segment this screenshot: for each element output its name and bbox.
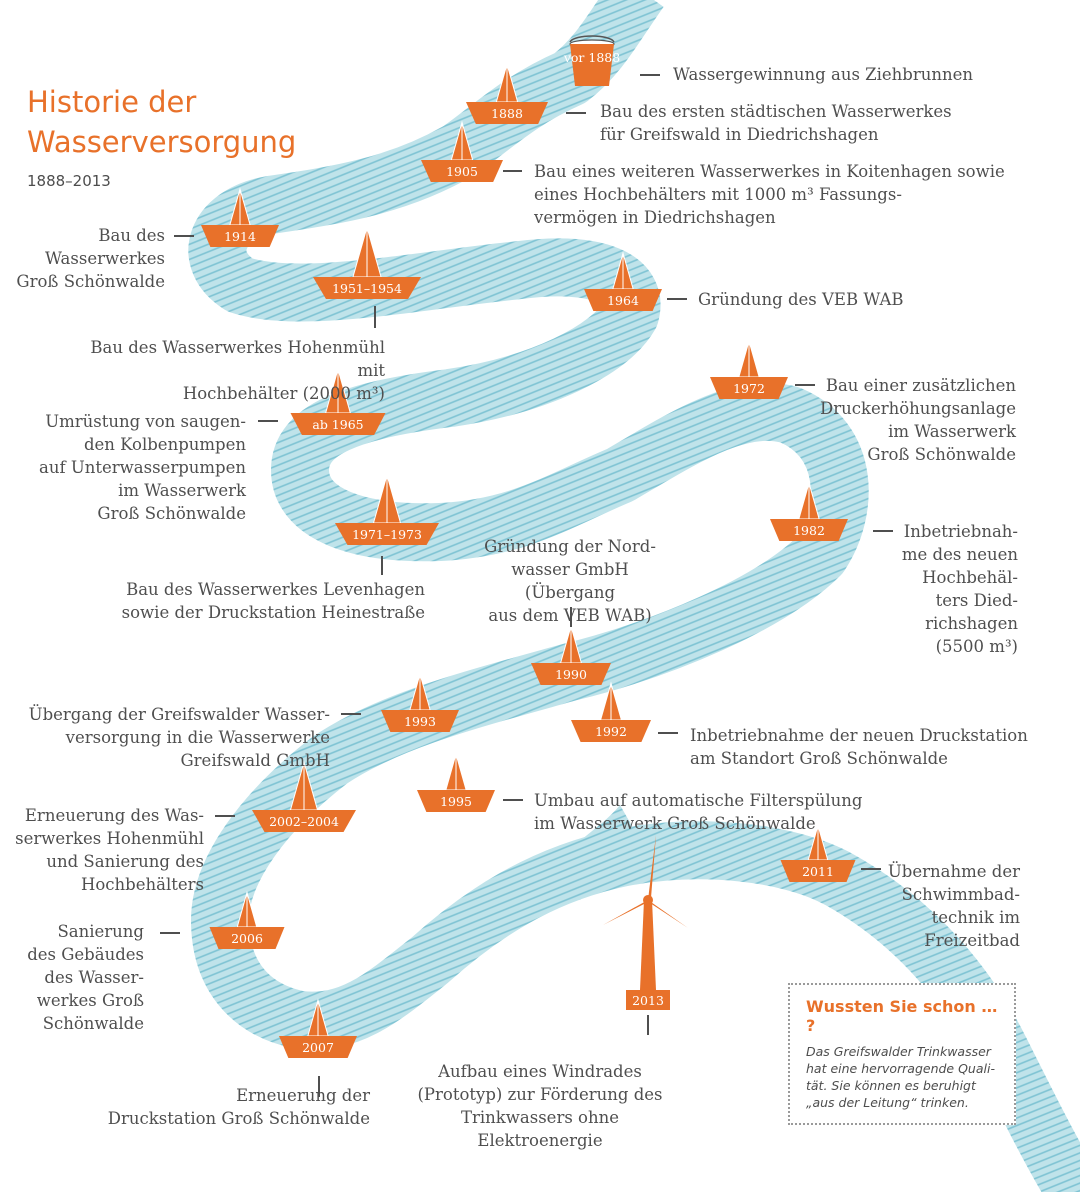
boat-year: 1992: [595, 724, 627, 739]
milestone-text: Bau einer zusätzlichen Druckerhöhungsanlage im Wasserwerk Groß Schönwalde: [819, 376, 1016, 464]
info-box: [788, 983, 1016, 1125]
milestone-text: Erneuerung der Druckstation Groß Schönwalde: [107, 1086, 370, 1128]
milestone-text: Sanierung des Gebäudes des Wasser- werkes Groß Schönwalde: [27, 922, 144, 1033]
boat-year: 1888: [491, 106, 523, 121]
boat-year: ab 1965: [312, 417, 364, 432]
boat-year: 2002–2004: [269, 814, 339, 829]
boat-year: 1990: [555, 667, 587, 682]
milestone-text: Bau des ersten städtischen Wasserwerkes für Greifswald in Diedrichshagen: [600, 102, 952, 144]
page-title-line2: Wasserversorgung: [27, 125, 297, 159]
boat-year: vor 1888: [563, 50, 621, 65]
milestone-text: Gründung des VEB WAB: [698, 290, 904, 309]
paper-boat-icon: [710, 341, 788, 399]
milestone-text: Übergang der Greifswalder Wasser- versorgung in die Wasserwerke Greifswald GmbH: [28, 705, 330, 770]
milestone-text: Gründung der Nord- wasser GmbH (Übergang aus dem VEB WAB): [484, 537, 656, 625]
milestone-text: Bau eines weiteren Wasserwerkes in Koitenhagen sowie eines Hochbehälters mit 1000 m³ Fassungs- vermögen in Diedrichshagen: [534, 162, 1005, 227]
boat-year: 1982: [793, 523, 825, 538]
boat-year: 1971–1973: [352, 527, 422, 542]
info-text: Das Greifswalder Trinkwasser hat eine hervorragende Qualität. Sie können es beruhigt „aus der Leitung“ trinken.: [806, 1044, 995, 1110]
boat-year: 2013: [632, 993, 664, 1008]
boat-year: 1972: [733, 381, 765, 396]
boat-year: 1905: [446, 164, 478, 179]
boat-year: 2006: [231, 931, 263, 946]
milestone-text: Bau des Wasserwerkes Levenhagen sowie der Druckstation Heinestraße: [121, 580, 425, 622]
milestone-text: Umbau auf automatische Filterspülung im Wasserwerk Groß Schönwalde: [534, 791, 863, 833]
period-subtitle: 1888–2013: [27, 172, 111, 190]
milestone-text: Bau des Wasserwerkes Groß Schönwalde: [16, 226, 165, 291]
milestone-text: Übernahme der Schwimmbad- technik im Freizeitbad: [887, 862, 1020, 950]
boat-year: 1951–1954: [332, 281, 402, 296]
milestone-text: Umrüstung von saugen- den Kolbenpumpen auf Unterwasserpumpen im Wasserwerk Groß Schönwalde: [39, 412, 246, 523]
paper-boat-icon: [417, 754, 495, 812]
milestone-text: Erneuerung des Was- serwerkes Hohenmühl und Sanierung des Hochbehälters: [15, 806, 204, 894]
boat-year: 1993: [404, 714, 436, 729]
boat-year: 1995: [440, 794, 472, 809]
milestone-text: Inbetriebnah- me des neuen Hochbehäl- ters Died- richshagen (5500 m³): [901, 522, 1018, 656]
milestone-text: Aufbau eines Windrades (Prototyp) zur Förderung des Trinkwassers ohne Elektroenergie: [417, 1062, 663, 1150]
boat-year: 1914: [224, 229, 256, 244]
boat-year: 1964: [607, 293, 639, 308]
boat-year: 2011: [802, 864, 834, 879]
boat-year: 2007: [302, 1040, 334, 1055]
info-title: Wussten Sie schon … ?: [806, 997, 998, 1035]
milestone-text: Inbetriebnahme der neuen Druckstation am Standort Groß Schönwalde: [690, 726, 1028, 768]
milestone-text: Bau des Wasserwerkes Hohenmühl mit Hochbehälter (2000 m³): [90, 338, 385, 403]
milestone-text: Wassergewinnung aus Ziehbrunnen: [673, 65, 974, 84]
page-title: Historie der: [27, 85, 197, 119]
